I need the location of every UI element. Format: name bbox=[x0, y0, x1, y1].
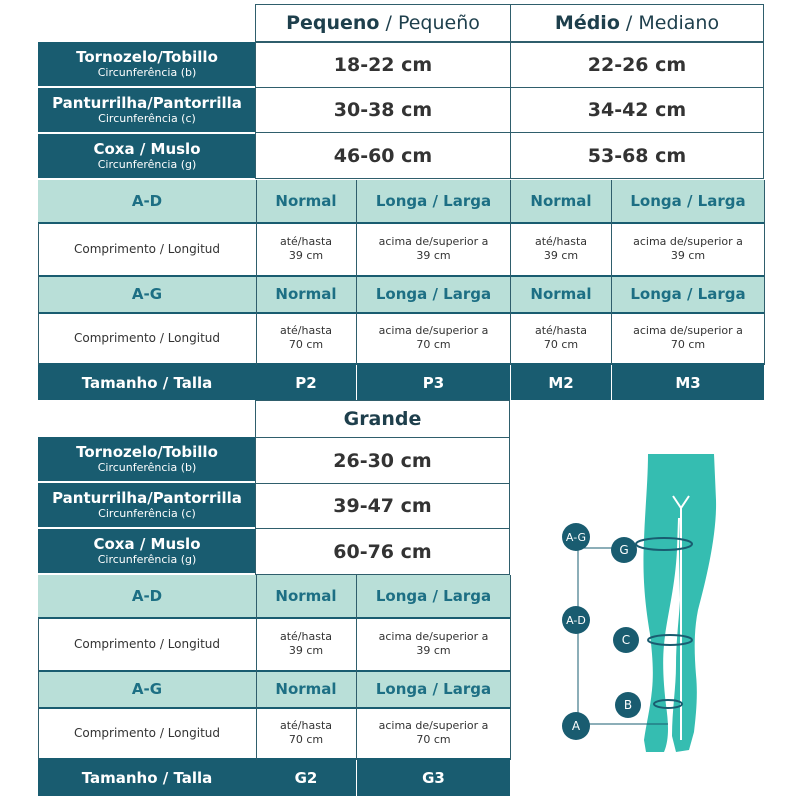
measure-title: Coxa / Muslo bbox=[93, 140, 201, 158]
value-large-ankle: 26-30 cm bbox=[255, 437, 510, 484]
ad-large-longa: Longa / Larga bbox=[357, 575, 510, 617]
ad-small-normal-range: até/hasta 39 cm bbox=[256, 223, 356, 275]
ad-small-longa-range: acima de/superior a 39 cm bbox=[357, 223, 510, 275]
ag-small-longa-range: acima de/superior a 70 cm bbox=[357, 313, 510, 363]
header-small-es: / Pequeño bbox=[379, 12, 480, 34]
svg-text:A-D: A-D bbox=[566, 614, 586, 627]
marker-a bbox=[562, 712, 590, 740]
ag-medium-normal: Normal bbox=[511, 276, 611, 312]
ad-medium-longa-range: acima de/superior a 39 cm bbox=[612, 223, 764, 275]
svg-text:A-G: A-G bbox=[565, 531, 587, 544]
ag-large-normal: Normal bbox=[256, 671, 356, 707]
size-p3: P3 bbox=[357, 365, 510, 400]
comprimento-label: Comprimento / Longitud bbox=[38, 708, 256, 758]
value-small-calf: 30-38 cm bbox=[255, 87, 511, 133]
divider bbox=[38, 707, 510, 709]
value-medium-ankle: 22-26 cm bbox=[510, 42, 764, 88]
ad-large-normal: Normal bbox=[256, 575, 356, 617]
divider bbox=[38, 275, 764, 277]
measure-subtitle: Circunferência (g) bbox=[97, 158, 197, 171]
size-p2: P2 bbox=[256, 365, 356, 400]
marker-b bbox=[615, 692, 641, 718]
ad-small-normal: Normal bbox=[256, 180, 356, 222]
divider bbox=[38, 617, 510, 619]
header-large-label: Grande bbox=[343, 408, 422, 430]
value-large-thigh: 60-76 cm bbox=[255, 528, 510, 575]
size-g3: G3 bbox=[357, 760, 510, 796]
header-large bbox=[255, 400, 510, 438]
value-medium-thigh: 53-68 cm bbox=[510, 132, 764, 179]
ag-medium-longa: Longa / Larga bbox=[612, 276, 764, 312]
divider bbox=[38, 222, 764, 224]
comprimento-label: Comprimento / Longitud bbox=[38, 313, 256, 363]
svg-text:G: G bbox=[619, 543, 629, 557]
measure-row-calf bbox=[38, 88, 256, 132]
divider bbox=[356, 575, 357, 760]
marker-ad bbox=[562, 606, 590, 634]
size-row-label: Tamanho / Talla bbox=[38, 760, 256, 796]
divider bbox=[38, 223, 39, 365]
ag-label: A-G bbox=[38, 671, 256, 707]
ad-label: A-D bbox=[38, 180, 256, 222]
comprimento-label: Comprimento / Longitud bbox=[38, 618, 256, 670]
measure-title: Panturrilha/Pantorrilla bbox=[52, 489, 242, 507]
measure-row-thigh bbox=[38, 134, 256, 178]
size-m3: M3 bbox=[612, 365, 764, 400]
value-medium-calf: 34-42 cm bbox=[510, 87, 764, 133]
value-small-ankle: 18-22 cm bbox=[255, 42, 511, 88]
marker-c bbox=[613, 627, 639, 653]
ag-small-longa: Longa / Larga bbox=[357, 276, 510, 312]
ag-large-normal-range: até/hasta 70 cm bbox=[256, 708, 356, 758]
measure-subtitle: Circunferência (c) bbox=[98, 507, 196, 520]
header-small-pt: Pequeno bbox=[286, 12, 380, 34]
measure-row-thigh bbox=[38, 529, 256, 573]
measure-title: Panturrilha/Pantorrilla bbox=[52, 94, 242, 112]
ag-large-longa: Longa / Larga bbox=[357, 671, 510, 707]
ad-medium-normal-range: até/hasta 39 cm bbox=[511, 223, 611, 275]
divider bbox=[764, 180, 765, 365]
measure-subtitle: Circunferência (g) bbox=[97, 553, 197, 566]
marker-g bbox=[611, 537, 637, 563]
value-small-thigh: 46-60 cm bbox=[255, 132, 511, 179]
measure-title: Coxa / Muslo bbox=[93, 535, 201, 553]
ad-small-longa: Longa / Larga bbox=[357, 180, 510, 222]
divider bbox=[256, 575, 257, 760]
divider bbox=[510, 180, 511, 365]
measure-subtitle: Circunferência (b) bbox=[97, 66, 197, 79]
divider bbox=[38, 363, 764, 365]
size-g2: G2 bbox=[256, 760, 356, 796]
header-small bbox=[255, 4, 511, 42]
svg-text:B: B bbox=[623, 698, 633, 712]
leg-measurement-diagram bbox=[548, 440, 718, 760]
divider bbox=[510, 575, 511, 760]
leg-silhouette bbox=[643, 454, 716, 752]
measure-title: Tornozelo/Tobillo bbox=[76, 443, 218, 461]
ag-small-normal-range: até/hasta 70 cm bbox=[256, 313, 356, 363]
measure-title: Tornozelo/Tobillo bbox=[76, 48, 218, 66]
measure-row-ankle bbox=[38, 42, 256, 86]
ag-medium-longa-range: acima de/superior a 70 cm bbox=[612, 313, 764, 363]
divider bbox=[256, 180, 257, 365]
divider bbox=[38, 670, 510, 672]
ad-large-longa-range: acima de/superior a 39 cm bbox=[357, 618, 510, 670]
ag-medium-normal-range: até/hasta 70 cm bbox=[511, 313, 611, 363]
ag-small-normal: Normal bbox=[256, 276, 356, 312]
measure-row-ankle bbox=[38, 437, 256, 481]
ag-label: A-G bbox=[38, 276, 256, 312]
ad-medium-longa: Longa / Larga bbox=[612, 180, 764, 222]
divider bbox=[611, 180, 612, 365]
ad-medium-normal: Normal bbox=[511, 180, 611, 222]
header-medium-es: / Mediano bbox=[619, 12, 720, 34]
ad-label: A-D bbox=[38, 575, 256, 617]
svg-text:C: C bbox=[621, 633, 631, 647]
ad-large-normal-range: até/hasta 39 cm bbox=[256, 618, 356, 670]
divider bbox=[38, 618, 39, 760]
divider bbox=[356, 180, 357, 365]
ag-large-longa-range: acima de/superior a 70 cm bbox=[357, 708, 510, 758]
header-medium-pt: Médio bbox=[554, 12, 620, 34]
measure-row-calf bbox=[38, 483, 256, 527]
size-m2: M2 bbox=[511, 365, 611, 400]
divider bbox=[38, 758, 510, 760]
svg-text:A: A bbox=[571, 719, 581, 733]
measure-subtitle: Circunferência (c) bbox=[98, 112, 196, 125]
marker-ag bbox=[562, 523, 590, 551]
value-large-calf: 39-47 cm bbox=[255, 483, 510, 529]
header-medium bbox=[510, 4, 764, 42]
divider bbox=[38, 312, 764, 314]
measure-subtitle: Circunferência (b) bbox=[97, 461, 197, 474]
comprimento-label: Comprimento / Longitud bbox=[38, 223, 256, 275]
size-row-label: Tamanho / Talla bbox=[38, 365, 256, 400]
